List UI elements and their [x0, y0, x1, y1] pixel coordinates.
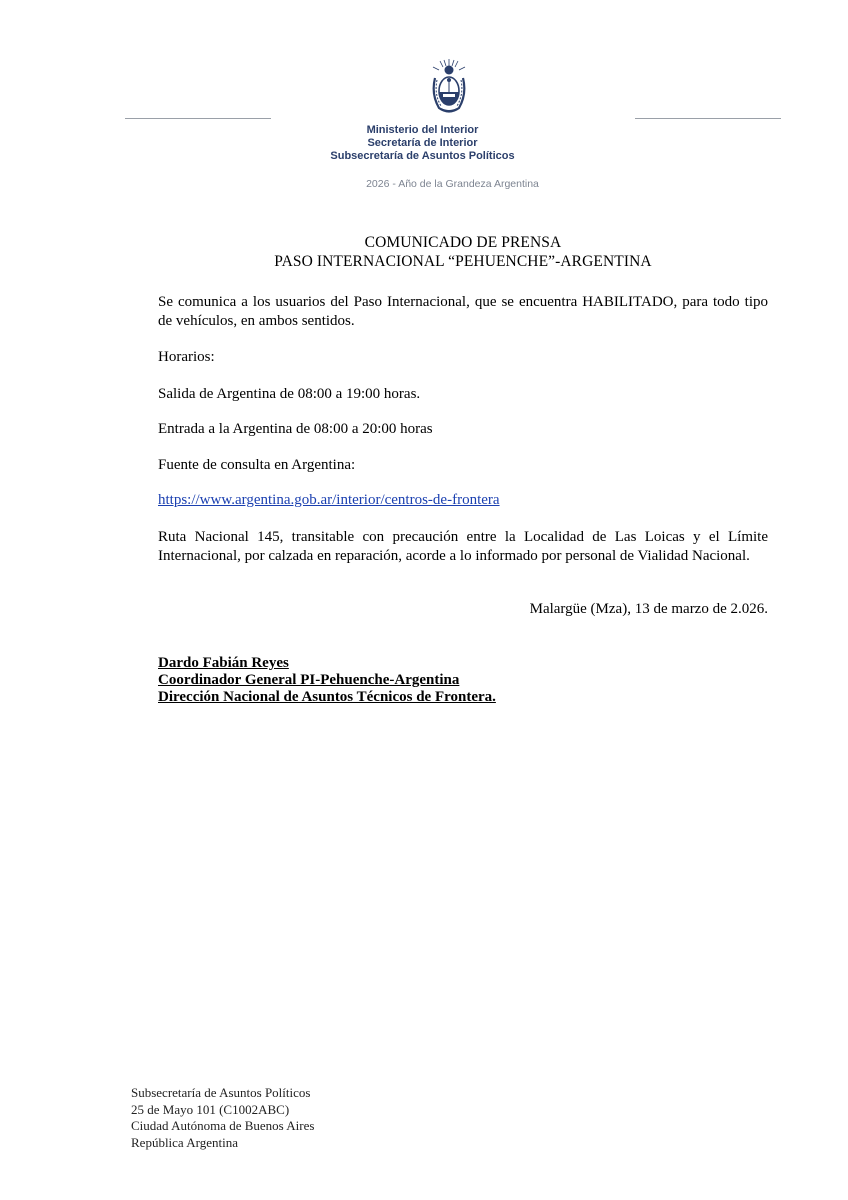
subsecretariat-line: Subsecretaría de Asuntos Políticos: [330, 150, 515, 162]
ministry-line: Ministerio del Interior: [366, 124, 479, 136]
intro-paragraph: Se comunica a los usuarios del Paso Internacional, que se encuentra HABILITADO, para todo tipo de vehículos, en ambos sentidos.: [158, 294, 768, 329]
signatory-name: Dardo Fabián Reyes: [158, 655, 289, 671]
road-notice: Ruta Nacional 145, transitable con precaución entre la Localidad de Las Loicas y el Límite Internacional, por calzada en reparación, acorde a lo informado por personal de Vialidad Nacional.: [158, 529, 768, 564]
header-rule-right: [635, 118, 781, 119]
title-line-2: PASO INTERNACIONAL “PEHUENCHE”-ARGENTINA: [274, 253, 652, 270]
source-link[interactable]: https://www.argentina.gob.ar/interior/centros-de-frontera: [158, 492, 500, 508]
coat-of-arms-icon: [429, 58, 469, 116]
footer-line: Ciudad Autónoma de Buenos Aires: [131, 1118, 315, 1133]
signatory-role: Coordinador General PI-Pehuenche-Argentina: [158, 672, 460, 688]
footer-address: [131, 1085, 491, 1151]
document-title: [158, 233, 768, 271]
schedule-heading: Horarios:: [158, 349, 215, 365]
entry-hours: Entrada a la Argentina de 08:00 a 20:00 horas: [158, 421, 433, 437]
secretariat-line: Secretaría de Interior: [367, 137, 478, 149]
signature-block: [158, 655, 768, 706]
source-link-row: [158, 491, 768, 510]
exit-hours: Salida de Argentina de 08:00 a 19:00 horas.: [158, 386, 421, 402]
place-date: Malargüe (Mza), 13 de marzo de 2.026.: [529, 601, 768, 617]
source-label: Fuente de consulta en Argentina:: [158, 457, 356, 473]
title-line-1: COMUNICADO DE PRENSA: [364, 234, 562, 251]
footer-line: Subsecretaría de Asuntos Políticos: [131, 1085, 311, 1100]
signatory-office: Dirección Nacional de Asuntos Técnicos de Frontera.: [158, 689, 496, 705]
footer-line: República Argentina: [131, 1134, 238, 1150]
year-motto: 2026 - Año de la Grandeza Argentina: [366, 178, 539, 190]
header-rule-left: [125, 118, 271, 119]
footer-line: 25 de Mayo 101 (C1002ABC): [131, 1101, 290, 1117]
ministry-header: [320, 124, 525, 163]
